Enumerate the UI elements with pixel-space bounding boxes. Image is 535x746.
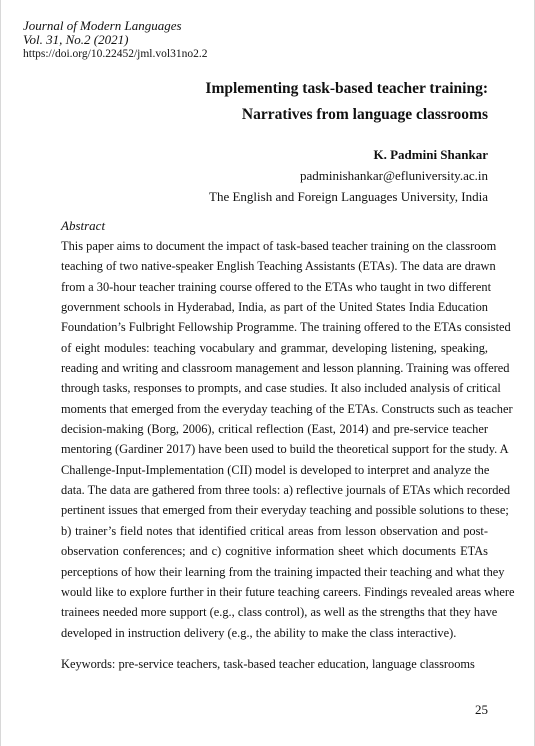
abstract-line: decision-making (Borg, 2006), critical reflection (East, 2014) and pre-service teacher bbox=[61, 422, 488, 437]
abstract-line: Foundation’s Fulbright Fellowship Programme. The training offered to the ETAs consisted bbox=[61, 320, 511, 335]
journal-volume: Vol. 31, No.2 (2021) bbox=[23, 32, 129, 47]
abstract-line: moments that emerged from the everyday teaching of the ETAs. Constructs such as teacher bbox=[61, 401, 513, 416]
title-line-1: Implementing task-based teacher training: bbox=[205, 80, 488, 97]
author-affiliation: The English and Foreign Languages University, India bbox=[209, 189, 488, 204]
abstract-line: Challenge-Input-Implementation (CII) model is developed to interpret and analyze the bbox=[61, 462, 490, 477]
abstract-line: mentoring (Gardiner 2017) have been used to build the theoretical support for the study. A bbox=[61, 442, 509, 457]
journal-name: Journal of Modern Languages bbox=[23, 18, 182, 33]
abstract-line: government schools in Hyderabad, India, as part of the United States India Education bbox=[61, 300, 488, 315]
abstract-line: teaching of two native-speaker English Teaching Assistants (ETAs). The data are drawn bbox=[61, 259, 496, 274]
abstract-line: of eight modules: teaching vocabulary and grammar, developing listening, speaking, bbox=[61, 340, 488, 355]
doi-link[interactable]: https://doi.org/10.22452/jml.vol31no2.2 bbox=[23, 48, 208, 60]
abstract-heading: Abstract bbox=[61, 218, 106, 233]
abstract-line: This paper aims to document the impact of task-based teacher training on the classroom bbox=[61, 239, 497, 253]
author-email[interactable]: padminishankar@efluniversity.ac.in bbox=[299, 168, 488, 183]
paper-title bbox=[205, 76, 488, 128]
author-block bbox=[209, 144, 488, 207]
abstract-body bbox=[61, 236, 515, 643]
page-number: 25 bbox=[475, 702, 488, 717]
abstract-line: observation conferences; and c) cognitive information sheet which documents ETAs bbox=[61, 544, 488, 559]
abstract-line: reading and writing and classroom management and lesson planning. Training was offered bbox=[61, 361, 510, 376]
abstract-line: data. The data are gathered from three tools: a) reflective journals of ETAs which recorded bbox=[61, 483, 511, 498]
author-name: K. Padmini Shankar bbox=[373, 147, 488, 162]
abstract-line: from a 30-hour teacher training course offered to the ETAs who taught in two different bbox=[61, 279, 492, 294]
title-line-2: Narratives from language classrooms bbox=[241, 106, 488, 123]
journal-header bbox=[23, 19, 207, 61]
abstract-line: b) trainer’s field notes that identified critical areas from lesson observation and post- bbox=[61, 523, 488, 538]
abstract-line: through tasks, responses to prompts, and case studies. It also included analysis of critical bbox=[61, 381, 501, 396]
abstract-line: trainees needed more support (e.g., class control), as well as the strengths that they have bbox=[61, 605, 498, 620]
abstract-line: perceptions of how their learning from the training impacted their teaching and what they bbox=[61, 564, 505, 579]
abstract-line: developed in instruction delivery (e.g., the ability to make the class interactive). bbox=[61, 625, 457, 640]
keywords: Keywords: pre-service teachers, task-based teacher education, language classrooms bbox=[61, 657, 475, 671]
abstract-line: would like to explore further in their future teaching careers. Findings revealed areas where bbox=[61, 584, 515, 599]
abstract-line: pertinent issues that emerged from their everyday teaching and possible solutions to these; bbox=[61, 503, 509, 518]
